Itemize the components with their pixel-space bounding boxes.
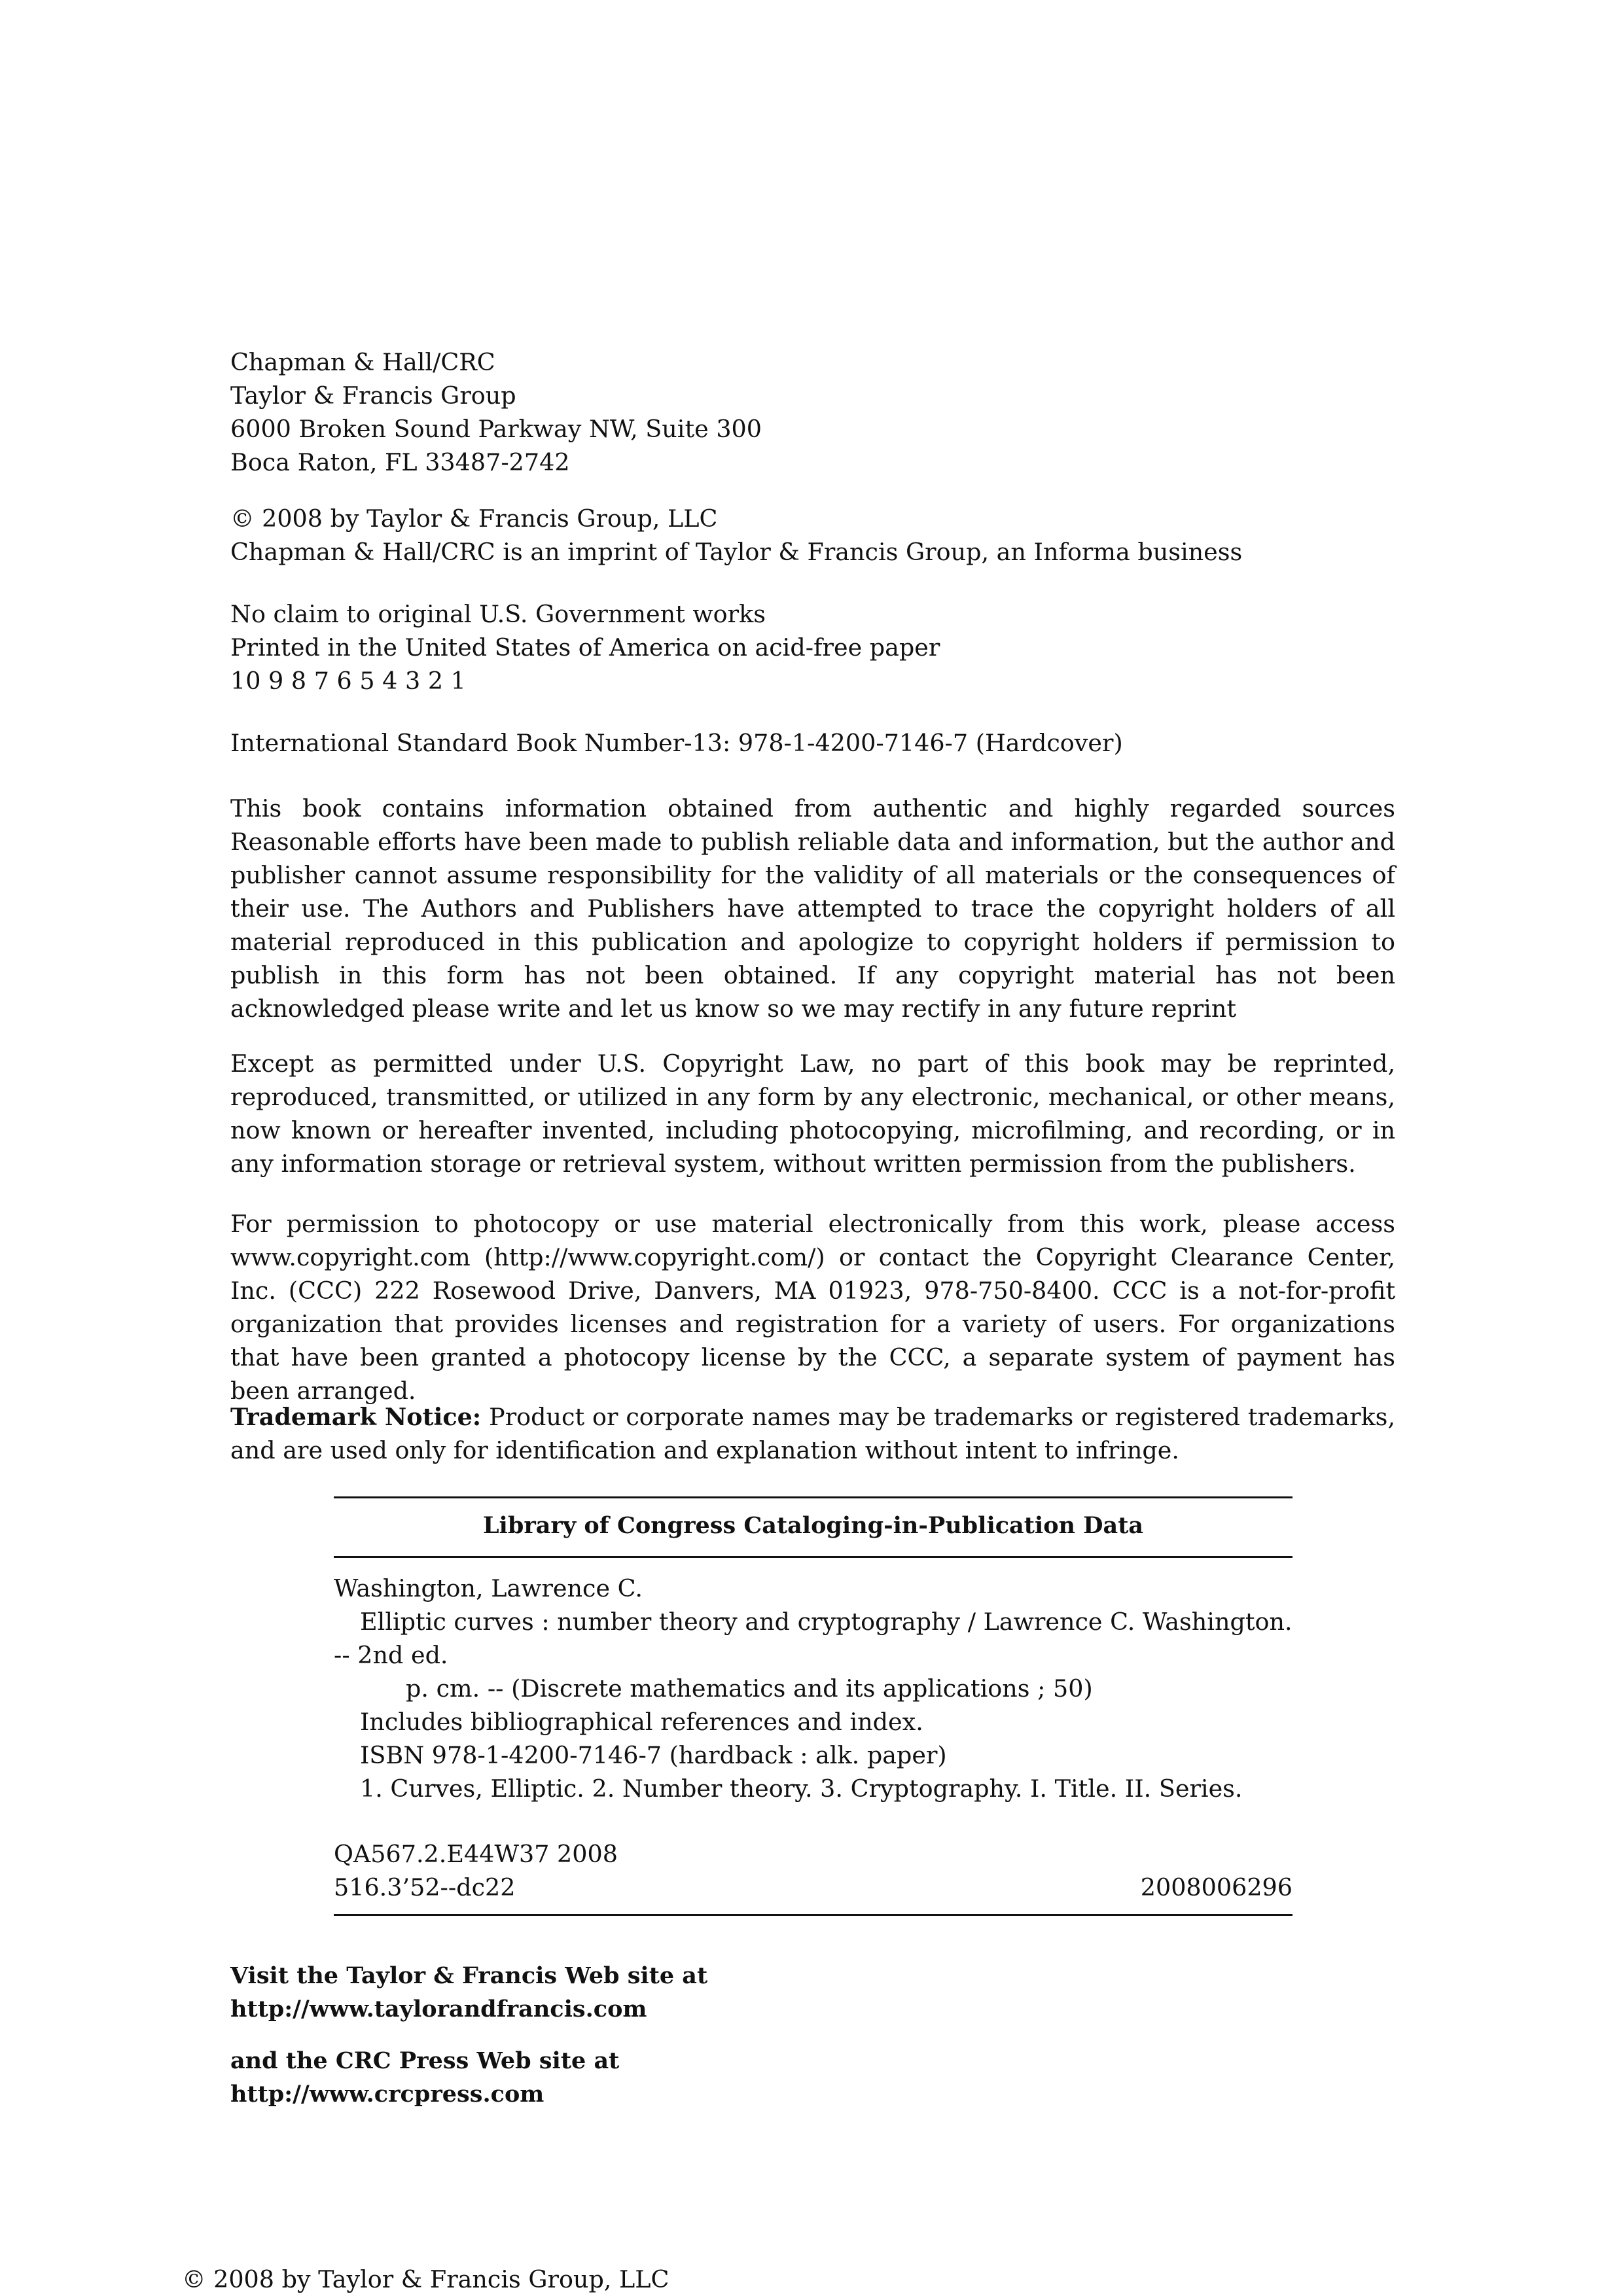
copyright-line: © 2008 by Taylor & Francis Group, LLC: [230, 504, 718, 533]
trademark-notice: [230, 1400, 1395, 1467]
cip-subjects: 1. Curves, Elliptic. 2. Number theory. 3. Cryptography. I. Title. II. Series.: [360, 1775, 1243, 1803]
cip-title: Elliptic curves : number theory and cryptography / Lawrence C. Washington.: [360, 1608, 1293, 1636]
crc-press-web: [230, 2044, 619, 2111]
cip-heading: Library of Congress Cataloging-in-Publication Data: [482, 1512, 1144, 1539]
publisher-address-line1: 6000 Broken Sound Parkway NW, Suite 300: [230, 415, 762, 443]
printing-info: [230, 597, 1395, 698]
cip-record: [334, 1572, 1293, 1805]
tf-web-url[interactable]: http://www.taylorandfrancis.com: [230, 1996, 647, 2022]
cip-dewey: 516.3’52--dc22: [334, 1873, 516, 1901]
publisher-name: Chapman & Hall/CRC: [230, 348, 495, 376]
cip-isbn: ISBN 978-1-4200-7146-7 (hardback : alk. paper): [360, 1741, 947, 1769]
isbn-block: [230, 726, 1395, 760]
cip-lc-call-number: QA567.2.E44W37 2008: [334, 1840, 618, 1868]
trademark-text: Product or corporate names may be trademarks or registered trademarks, and are used only for identification and explanation without intent to infringe.: [230, 1403, 1396, 1464]
print-number-line: 10 9 8 7 6 5 4 3 2 1: [230, 667, 466, 695]
cip-author: Washington, Lawrence C.: [334, 1574, 643, 1602]
cip-bottom-rule: [334, 1914, 1293, 1916]
copyright-notice: [230, 502, 1395, 569]
trademark-label: Trademark Notice:: [230, 1403, 482, 1431]
imprint-line: Chapman & Hall/CRC is an imprint of Taylor & Francis Group, an Informa business: [230, 538, 1243, 566]
taylor-francis-web: [230, 1959, 707, 2026]
printed-in: Printed in the United States of America on acid-free paper: [230, 633, 940, 662]
crc-web-url[interactable]: http://www.crcpress.com: [230, 2081, 544, 2108]
cip-physical: p. cm. -- (Discrete mathematics and its applications ; 50): [406, 1674, 1093, 1703]
cip-lccn: 2008006296: [1140, 1873, 1293, 1901]
publisher-address: [230, 345, 1395, 479]
page-footer: © 2008 by Taylor & Francis Group, LLC: [182, 2265, 669, 2293]
government-claim: No claim to original U.S. Government works: [230, 600, 766, 628]
tf-web-label: Visit the Taylor & Francis Web site at: [230, 1962, 708, 1989]
disclaimer-paragraph: This book contains information obtained from authentic and highly regarded sources Reasonable efforts have been made to publish reliable data and information, but the author and publisher cannot assume responsibility for the validity of all materials or the consequences of their use. The Authors and Publishers have attempted to trace the copyright holders of all material reproduced in this publication and apologize to copyright holders if permission to publish in this form has not been obtained. If any copyright material has not been acknowledged please write and let us know so we may rectify in any future reprint: [230, 794, 1395, 1023]
cip-heading-rule: [334, 1556, 1293, 1558]
cip-notes: Includes bibliographical references and index.: [360, 1708, 923, 1736]
copyright-law-paragraph: Except as permitted under U.S. Copyright Law, no part of this book may be reprinted, reproduced, transmitted, or utilized in any form by any electronic, mechanical, or other means, now known or hereafter invented, including photocopying, microfilming, and recording, or in any information storage or retrieval system, without written permission from the publishers.: [230, 1050, 1395, 1178]
publisher-address-line2: Boca Raton, FL 33487-2742: [230, 448, 570, 476]
cip-classification: [334, 1837, 1293, 1904]
cip-dewey-row: [334, 1871, 1293, 1904]
permission-paragraph: For permission to photocopy or use material electronically from this work, please access www.copyright.com (http://www.copyright.com/) or contact the Copyright Clearance Center, Inc. (CCC) 222 Rosewood Drive, Danvers, MA 01923, 978-750-8400. CCC is a not-for-profit organization that provides licenses and registration for a variety of users. For organizations that have been granted a photocopy license by the CCC, a separate system of payment has been arranged.: [230, 1210, 1395, 1405]
cip-top-rule: [334, 1496, 1293, 1498]
publisher-group: Taylor & Francis Group: [230, 381, 516, 410]
crc-web-label: and the CRC Press Web site at: [230, 2047, 620, 2074]
isbn-line: International Standard Book Number-13: 978-1-4200-7146-7 (Hardcover): [230, 729, 1123, 757]
cip-edition: -- 2nd ed.: [334, 1641, 448, 1669]
